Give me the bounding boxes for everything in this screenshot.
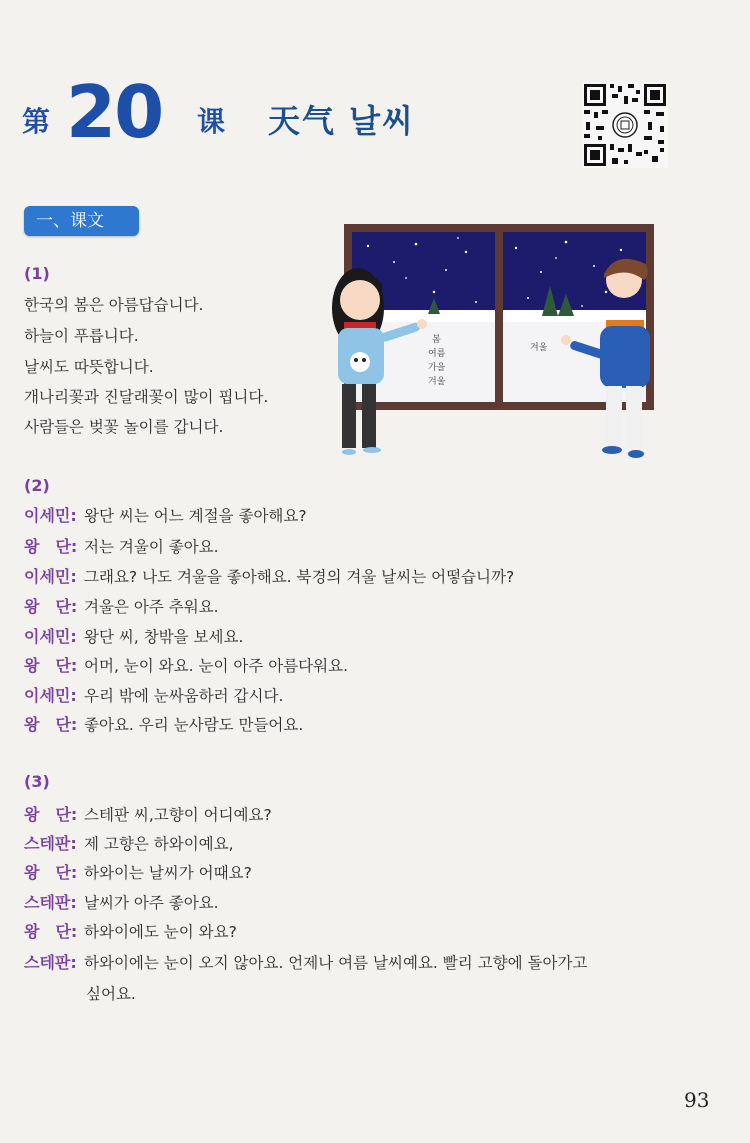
speaker-name: 이세민: — [24, 627, 77, 646]
speaker-name: 스테판: — [24, 953, 77, 972]
dialogue-line — [24, 802, 272, 828]
utterance: 스테판 씨,고향이 어디예요? — [84, 806, 272, 824]
utterance: 하와이에도 눈이 와요? — [84, 923, 237, 941]
lesson-suffix: 课 — [197, 105, 226, 138]
speaker-name: 스테판: — [24, 834, 77, 853]
part-1-line: 개나리꽃과 진달래꽃이 많이 핍니다. — [24, 388, 269, 406]
speaker-name: 왕 단: — [24, 863, 78, 882]
window-label-winter: 겨울 — [428, 377, 446, 387]
part-1-line: 사람들은 벚꽃 놀이를 갑니다. — [24, 418, 224, 436]
utterance: 저는 겨울이 좋아요. — [84, 538, 219, 556]
dialogue-line — [24, 624, 243, 650]
part-1-line: 하늘이 푸릅니다. — [24, 327, 139, 345]
qr-code-icon[interactable] — [582, 82, 668, 168]
utterance: 제 고향은 하와이예요, — [84, 835, 234, 853]
speaker-name: 왕 단: — [24, 922, 78, 941]
speaker-name: 왕 단: — [24, 805, 78, 824]
utterance: 그래요? 나도 겨울을 좋아해요. 북경의 겨울 날씨는 어떻습니까? — [84, 568, 515, 586]
utterance: 어머, 눈이 와요. 눈이 아주 아름다워요. — [84, 657, 349, 675]
speaker-name: 왕 단: — [24, 656, 78, 675]
lesson-subject: 天气 날씨 — [268, 102, 415, 140]
dialogue-line — [24, 534, 219, 560]
speaker-name: 왕 단: — [24, 537, 78, 556]
dialogue-line — [24, 653, 348, 679]
part-2-number: (2) — [24, 476, 50, 495]
lesson-prefix: 第 — [22, 105, 51, 138]
speaker-name: 왕 단: — [24, 597, 78, 616]
dialogue-line — [24, 890, 219, 916]
utterance-continuation: 싶어요. — [86, 985, 136, 1003]
dialogue-line — [24, 503, 307, 529]
window-label-spring: 봄 — [432, 335, 441, 345]
dialogue-line — [24, 950, 587, 976]
part-3-number: (3) — [24, 772, 50, 791]
speaker-name: 이세민: — [24, 686, 77, 705]
dialogue-line — [24, 683, 283, 709]
speaker-name: 스테판: — [24, 893, 77, 912]
speaker-name: 이세민: — [24, 506, 77, 525]
dialogue-line — [24, 564, 514, 590]
window-label-right: 겨울 — [530, 343, 548, 353]
utterance: 하와이는 날씨가 어때요? — [84, 864, 252, 882]
dialogue-line — [24, 860, 252, 886]
section-badge: 一、课文 — [24, 206, 139, 236]
dialogue-line — [24, 594, 219, 620]
part-1-line: 날씨도 따뜻합니다. — [24, 358, 154, 376]
dialogue-line — [24, 831, 234, 857]
page-number: 93 — [684, 1088, 710, 1112]
lesson-number: 20 — [66, 70, 163, 154]
speaker-name: 왕 단: — [24, 715, 78, 734]
utterance: 겨울은 아주 추워요. — [84, 598, 219, 616]
utterance: 우리 밖에 눈싸움하러 갑시다. — [84, 687, 284, 705]
utterance: 왕단 씨, 창밖을 보세요. — [84, 628, 244, 646]
speaker-name: 이세민: — [24, 567, 77, 586]
dialogue-line — [24, 712, 303, 738]
utterance: 좋아요. 우리 눈사람도 만들어요. — [84, 716, 304, 734]
part-1-number: (1) — [24, 264, 50, 283]
part-1-line: 한국의 봄은 아름답습니다. — [24, 296, 204, 314]
utterance: 왕단 씨는 어느 계절을 좋아해요? — [84, 507, 307, 525]
winter-window-illustration — [316, 222, 678, 472]
window-label-autumn: 가을 — [428, 363, 446, 373]
utterance: 날씨가 아주 좋아요. — [84, 894, 219, 912]
window-label-summer: 여름 — [428, 349, 446, 359]
dialogue-line — [24, 919, 237, 945]
utterance: 하와이에는 눈이 오지 않아요. 언제나 여름 날씨예요. 빨리 고향에 돌아가고 — [84, 954, 588, 972]
